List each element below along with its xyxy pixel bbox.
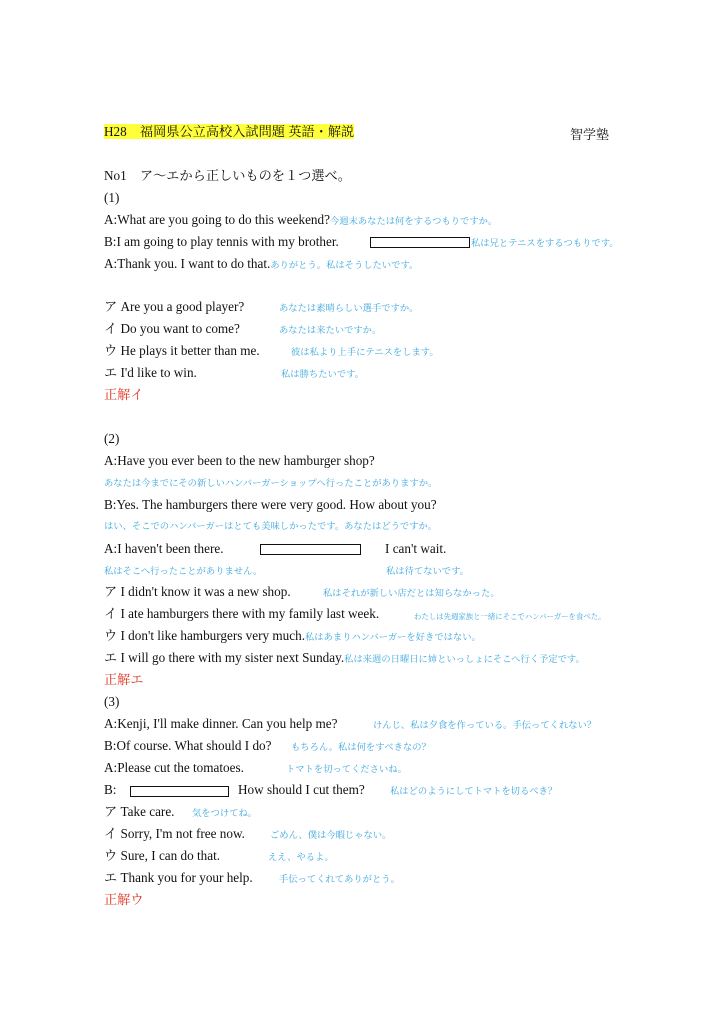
q1-number: (1) <box>104 190 120 205</box>
q3-option-a-jp: 気をつけてね。 <box>192 808 258 819</box>
q1-option-d: エ I'd like to win. <box>104 365 197 380</box>
q2-option-b-en: イ I ate hamburgers there with my family last week. <box>104 606 380 621</box>
q2-line-3-en-b: I can't wait. <box>385 541 447 556</box>
q2-option-d-en: エ I will go there with my sister next Sunday. <box>104 650 345 665</box>
q1-line-3-jp: ありがとう。私はそうしたいです。 <box>270 260 419 271</box>
q2-line-1-en: A:Have you ever been to the new hamburger shop? <box>104 453 375 468</box>
q1-line-1 <box>104 212 497 230</box>
q2-option-a-en: ア I didn't know it was a new shop. <box>104 584 291 599</box>
q1-option-a-jp: あなたは素晴らしい選手ですか。 <box>279 303 419 314</box>
q3-answer: 正解ウ <box>104 892 144 907</box>
q3-line-4-jp: 私はどのようにしてトマトを切るべき？ <box>390 786 558 797</box>
q3-option-c-jp: ええ、やるよ。 <box>268 852 334 863</box>
q2-option-c-en: ウ I don't like hamburgers very much. <box>104 628 305 643</box>
q1-answer: 正解イ <box>104 387 144 402</box>
q2-line-2-jp: はい、そこでのハンバーガーはとても美味しかったです。あなたはどうですか。 <box>104 521 438 532</box>
q2-option-d <box>104 650 585 668</box>
q3-line-2-en: B:Of course. What should I do? <box>104 738 272 753</box>
q1-option-b: イ Do you want to come? <box>104 321 240 336</box>
q3-option-a: ア Take care. <box>104 804 175 819</box>
q3-option-c: ウ Sure, I can do that. <box>104 848 221 863</box>
q2-option-a <box>104 584 291 600</box>
q3-number: (3) <box>104 694 120 709</box>
page-title <box>104 124 354 140</box>
q2-option-b <box>104 606 379 622</box>
q2-line-2-en: B:Yes. The hamburgers there were very good. How about you? <box>104 497 437 512</box>
q3-line-1-jp: けんじ、私は夕食を作っている。手伝ってくれない？ <box>373 720 597 731</box>
q1-option-d-jp: 私は勝ちたいです。 <box>281 369 364 380</box>
q1-line-3 <box>104 256 418 274</box>
q3-line-3-en: A:Please cut the tomatoes. <box>104 760 244 775</box>
q3-line-1-en: A:Kenji, I'll make dinner. Can you help me? <box>104 716 338 731</box>
q3-answer-blank <box>130 786 229 797</box>
q2-line-3-jp-b: 私は待てないです。 <box>386 566 469 577</box>
q2-number: (2) <box>104 431 120 446</box>
q1-line-3-en: A:Thank you. I want to do that. <box>104 256 271 271</box>
q1-line-2-jp: 私は兄とテニスをするつもりです。 <box>471 238 619 249</box>
q1-option-b-jp: あなたは来たいですか。 <box>279 325 382 336</box>
q3-line-2-jp: もちろん。私は何をすべきなの？ <box>291 742 431 753</box>
q2-answer-blank <box>260 544 361 555</box>
q2-line-3-en-a: A:I haven't been there. <box>104 541 224 556</box>
q2-option-c-jp: 私はあまりハンバーガーを好きではない。 <box>305 632 481 643</box>
q1-answer-blank <box>370 237 470 248</box>
q2-option-b-jp: わたしは先週家族と一緒にそこでハンバーガーを食べた。 <box>414 612 606 621</box>
q1-option-c-jp: 彼は私より上手にテニスをします。 <box>291 347 439 358</box>
title-highlight: H28 福岡県公立高校入試問題 英語・解説 <box>104 124 355 139</box>
q1-line-2 <box>104 234 339 250</box>
q3-option-b: イ Sorry, I'm not free now. <box>104 826 245 841</box>
q2-option-d-jp: 私は来週の日曜日に姉といっしょにそこへ行く予定です。 <box>344 654 585 665</box>
q2-option-a-jp: 私はそれが新しい店だとは知らなかった。 <box>323 588 500 599</box>
q2-option-c <box>104 628 481 646</box>
q2-line-3-jp-a: 私はそこへ行ったことがありません。 <box>104 566 263 577</box>
publisher-name: 智学塾 <box>570 127 610 142</box>
q2-line-1-jp: あなたは今までにその新しいハンバーガーショップへ行ったことがありますか。 <box>104 478 438 489</box>
q1-option-c: ウ He plays it better than me. <box>104 343 260 358</box>
q1-option-a: ア Are you a good player? <box>104 299 245 314</box>
q1-line-1-en: A:What are you going to do this weekend? <box>104 212 330 227</box>
q2-answer: 正解エ <box>104 672 144 687</box>
instruction: No1 ア～エから正しいものを１つ選べ。 <box>104 168 351 183</box>
q3-line-4-en-a: B: <box>104 782 117 797</box>
q3-line-2 <box>104 738 272 754</box>
q3-line-3-jp: トマトを切ってくださいね。 <box>286 764 407 775</box>
q3-option-d: エ Thank you for your help. <box>104 870 253 885</box>
q3-option-b-jp: ごめん、僕は今暇じゃない。 <box>270 830 392 841</box>
q3-option-d-jp: 手伝ってくれてありがとう。 <box>279 874 400 885</box>
q1-line-2-en: B:I am going to play tennis with my brother. <box>104 234 339 249</box>
q3-line-4-en-b: How should I cut them? <box>238 782 365 797</box>
q1-line-1-jp: 今週末あなたは何をするつもりですか。 <box>329 216 498 227</box>
